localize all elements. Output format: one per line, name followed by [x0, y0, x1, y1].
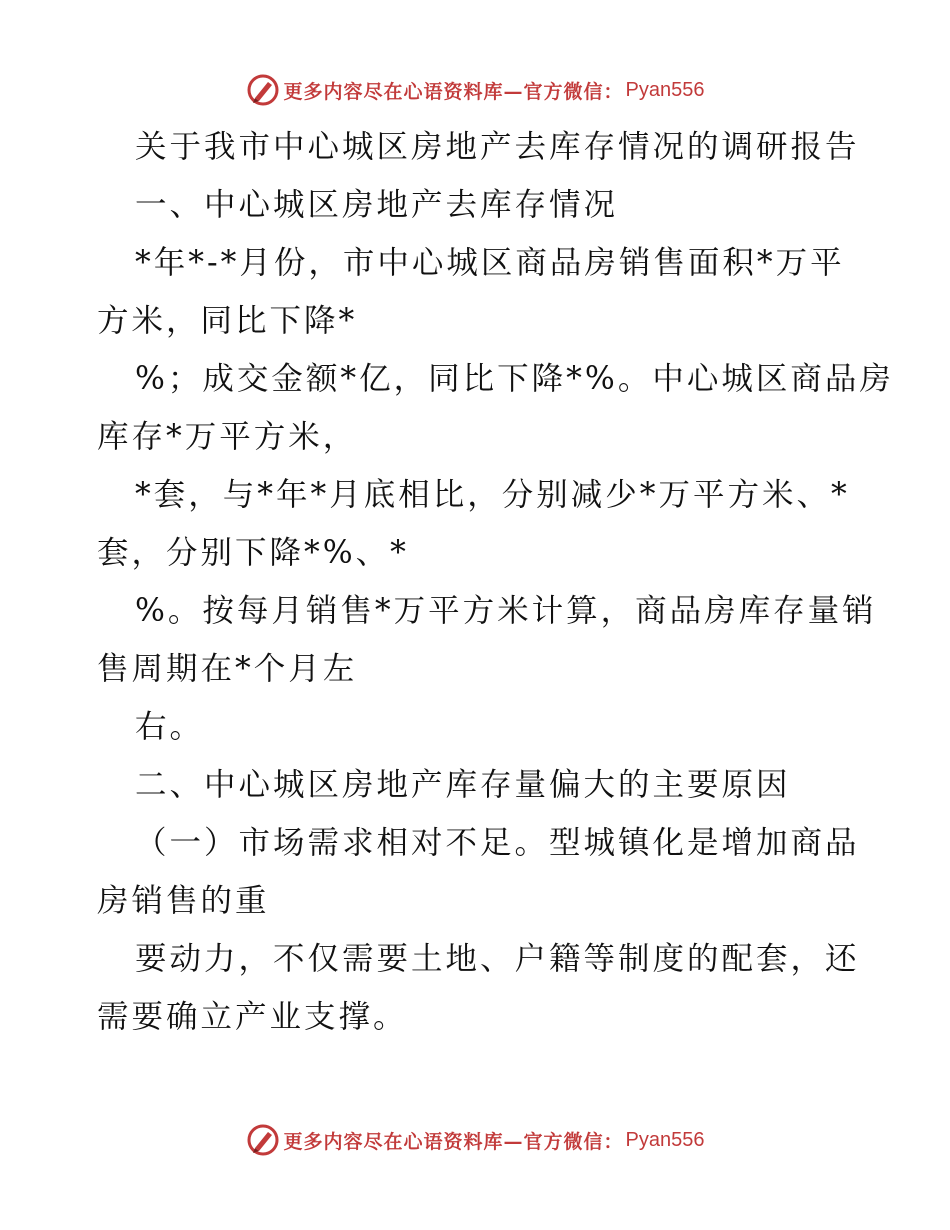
document-line: 右。 [135, 709, 205, 745]
document-line: 房销售的重 [97, 883, 270, 919]
banner-wechat-id: Pyan556 [625, 1128, 705, 1151]
document-line: 二、中心城区房地产库存量偏大的主要原因 [135, 767, 791, 803]
document-line: （一）市场需求相对不足。型城镇化是增加商品 [135, 825, 860, 861]
document-line: 要动力，不仅需要土地、户籍等制度的配套，还 [135, 941, 860, 977]
document-line: 库存*万平方米， [97, 419, 358, 455]
footer-watermark-banner [0, 1120, 950, 1160]
pen-logo-icon [246, 73, 280, 107]
document-line: 售周期在*个月左 [97, 651, 358, 687]
document-line: 需要确立产业支撑。 [97, 999, 408, 1035]
document-line: 关于我市中心城区房地产去库存情况的调研报告 [135, 129, 860, 165]
banner-text: 更多内容尽在心语资料库—官方微信： [283, 80, 624, 103]
banner-wechat-id: Pyan556 [625, 78, 705, 101]
document-line: 套，分别下降*%、* [97, 535, 409, 571]
document-body [97, 118, 894, 1046]
banner-text: 更多内容尽在心语资料库—官方微信： [283, 1130, 624, 1153]
header-watermark-banner [0, 70, 950, 110]
document-line: *套，与*年*月底相比，分别减少*万平方米、* [135, 477, 850, 513]
document-line: 一、中心城区房地产去库存情况 [135, 187, 619, 223]
document-line: *年*-*月份，市中心城区商品房销售面积*万平 [135, 245, 845, 281]
document-line: 方米，同比下降* [97, 303, 358, 339]
document-line: %；成交金额*亿，同比下降*%。中心城区商品房 [135, 361, 894, 397]
document-line: %。按每月销售*万平方米计算，商品房库存量销 [135, 593, 877, 629]
pen-logo-icon [246, 1123, 280, 1157]
